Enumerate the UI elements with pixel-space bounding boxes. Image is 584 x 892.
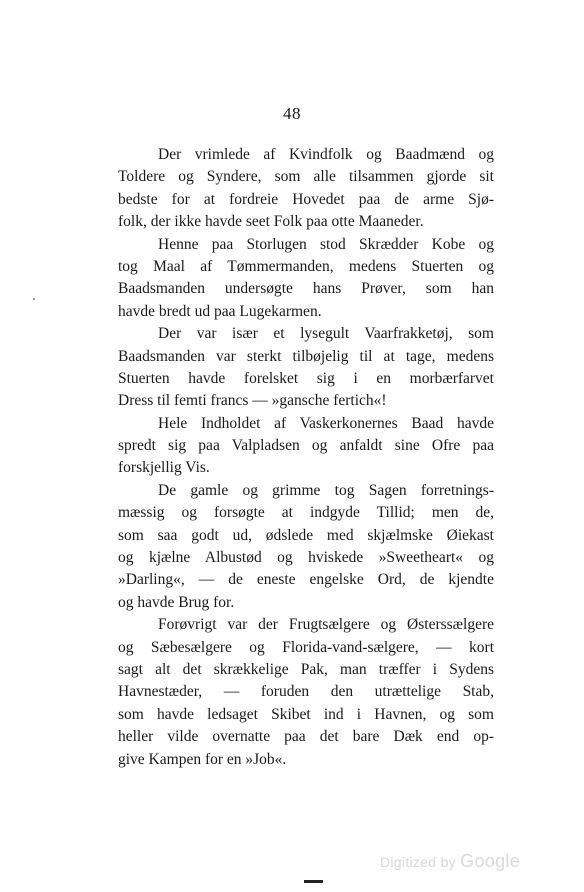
text-line: Stuerten havde forelsket sig i en morbærfarvet	[118, 369, 494, 387]
text-block	[118, 144, 494, 771]
text-line: forskjellig Vis.	[118, 459, 210, 477]
text-line: Toldere og Syndere, som alle tilsammen gjorde sit	[118, 168, 494, 186]
page-number: 48	[283, 104, 301, 123]
text-line: Der var især et lysegult Vaarfrakketøj, som	[158, 325, 494, 343]
text-line: som saa godt ud, ødslede med skjælmske Øiekast	[118, 526, 494, 544]
text-line: Der vrimlede af Kvindfolk og Baadmænd og	[158, 146, 494, 163]
text-line: Baadsmanden undersøgte hans Prøver, som han	[118, 280, 494, 298]
text-line: og kjælne Albustød og hviskede »Sweetheart« og	[118, 549, 494, 567]
text-line: Henne paa Storlugen stod Skrædder Kobe og	[158, 235, 494, 253]
text-line: De gamle og grimme tog Sagen forretnings-	[158, 481, 494, 499]
text-line: Forøvrigt var der Frugtsælgere og Østerssælgere	[158, 616, 494, 634]
text-line: »Darling«, — de eneste engelske Ord, de kjendte	[118, 571, 494, 589]
text-line: heller vilde overnatte paa det bare Dæk end op-	[118, 728, 494, 746]
text-line: havde bredt ud paa Lugekarmen.	[118, 302, 322, 320]
text-line: Dress til femti francs — »gansche fertich«!	[118, 392, 387, 410]
text-line: bedste for at fordreie Hovedet paa de arme Sjø-	[118, 190, 494, 208]
text-line: Baadsmanden var sterkt tilbøjelig til at tage, medens	[118, 347, 494, 365]
text-line: Hele Indholdet af Vaskerkonernes Baad havde	[158, 414, 494, 432]
text-line: tog Maal af Tømmermanden, medens Stuerten og	[118, 257, 494, 275]
text-line: Havnestæder, — foruden den utrættelige Stab,	[118, 683, 494, 701]
watermark-prefix: Digitized by	[380, 854, 456, 870]
digitized-by-watermark	[380, 851, 520, 872]
google-logo: Google	[460, 851, 521, 871]
text-line: og havde Brug for.	[118, 593, 235, 611]
text-line: som havde ledsaget Skibet ind i Havnen, og som	[118, 705, 494, 723]
text-line: spredt sig paa Valpladsen og anfaldt sine Ofre paa	[118, 437, 494, 455]
text-line: og Sæbesælgere og Florida-vand-sælgere, — kort	[118, 638, 494, 656]
text-line: give Kampen for en »Job«.	[118, 750, 287, 768]
text-line: folk, der ikke havde seet Folk paa otte Maaneder.	[118, 213, 424, 231]
text-line: sagt alt det skrækkelige Pak, man træffer i Sydens	[118, 660, 494, 678]
bottom-dash-mark	[304, 880, 323, 883]
text-line: mæssig og forsøgte at indgyde Tillid; men de,	[118, 504, 494, 522]
speck-mark	[33, 298, 35, 300]
